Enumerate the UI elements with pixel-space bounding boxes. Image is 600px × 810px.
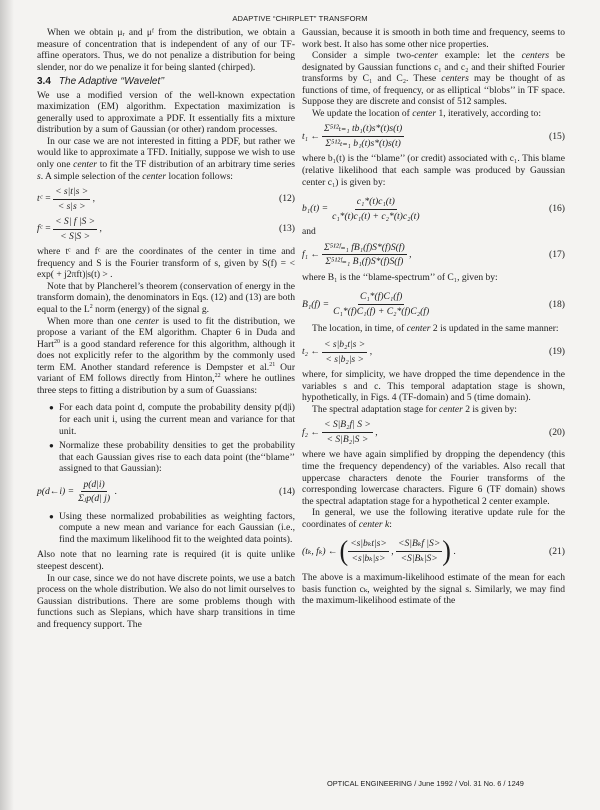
citation-ref: 21 [269, 361, 276, 368]
bullet-icon: ● [49, 403, 54, 413]
equation-18 [302, 291, 565, 317]
eq-lhs: b₁(t) = [302, 203, 329, 215]
equation-number: (12) [279, 193, 295, 205]
eq-fraction [396, 538, 442, 564]
eq-tail: . [112, 485, 117, 497]
paragraph: where, for simplicity, we have dropped the time dependence in the variables s and c. This temporal adaptation stage is shown, hypothetically, in Figs. 4 (TF-domain) and 5 (time domain). [302, 369, 565, 404]
eq-numerator: < s|t|s > [53, 186, 90, 200]
eq-lhs: B₁(f) = [302, 298, 330, 310]
eq-fraction [331, 291, 431, 317]
eq-lhs: f₁ ← [302, 249, 320, 261]
eq-numerator: c₁*(t)c₁(t) [355, 196, 397, 210]
text: 2 is updated in the same manner: [430, 323, 559, 335]
eq-fraction [76, 479, 112, 505]
right-column [302, 27, 565, 607]
text: In general, we use the following iterative update rule for the coordinates of [302, 507, 565, 530]
emph: center [142, 170, 167, 182]
eq-tail: , [406, 249, 412, 261]
eq-tail: , [372, 426, 378, 438]
text: 1, iteratively, according to: [436, 107, 541, 119]
paragraph [302, 50, 565, 108]
paragraph: where b₁(t) is the ‘‘blame’’ (or credit) associated with c₁. This blame (relative likelihood that each sample was produced by Gaussian center c₁) is given by: [302, 153, 565, 188]
eq-numerator: < S|B₂f| S > [322, 419, 373, 433]
eq-tail: , [367, 346, 373, 358]
text: The location, in time, of [312, 323, 407, 335]
right-paren: ) [442, 534, 451, 567]
equation-number: (14) [279, 485, 295, 497]
page-footer: OPTICAL ENGINEERING / June 1992 / Vol. 31 No. 6 / 1249 [327, 779, 524, 788]
section-heading [37, 76, 295, 88]
equation-21 [302, 534, 565, 567]
list-item-text: Normalize these probability densities to get the probability that each Gaussian gives rise to each data point (the‘‘blame’’ assigned to that Gaussian): [59, 440, 295, 475]
eq-fraction [322, 419, 373, 445]
equation-number: (15) [549, 130, 565, 142]
section-title: The Adaptive ‘‘Wavelet’’ [58, 76, 165, 88]
citation-ref: 20 [53, 338, 60, 345]
equation-number: (20) [549, 426, 565, 438]
eq-denominator: C₁*(f)C₁(f) + C₂*(f)C₂(f) [333, 305, 430, 317]
paragraph: where we have again simplified by dropping the dependency (this time the frequency dependency) of the variables. Also recall that uppercase characters denote the Fourier transforms of the corresponding lowercase characters. Figure 6 (TF domain) shows the spectral adaptation stage for a hypothetical 2 center example. [302, 449, 565, 507]
text: In our case we are not interested in fitting a PDF, but rather we would like to approximate a TFD. Initially, suppose we wish to use only one [37, 135, 295, 171]
eq-fraction [53, 186, 90, 212]
text: . A simple selection of the [40, 170, 143, 182]
eq-separator: , [388, 545, 397, 557]
equation-15 [302, 123, 565, 149]
emph: s [37, 170, 41, 182]
eq-tail: . [450, 545, 456, 557]
equation-20 [302, 419, 565, 445]
equation-19 [302, 339, 565, 365]
text: 2 is given by: [462, 403, 517, 415]
paragraph: Also note that no learning rate is required (it is quite unlike steepest descent). [37, 549, 295, 572]
section-number: 3.4 [37, 76, 51, 88]
eq-denominator: < S|B₂|S > [326, 433, 369, 445]
paragraph [302, 507, 565, 530]
eq-denominator: <s|bₖ|s> [351, 552, 386, 564]
eq-denominator: Σⱼp(d| j) [78, 493, 111, 505]
list-item-text: For each data point d, compute the probability density p(d|i) for each unit i, using the current mean and variance for that unit. [59, 402, 295, 437]
equation-13 [37, 216, 295, 242]
eq-denominator: < S|S > [60, 230, 91, 242]
eq-numerator: <s|bₖt|s> [348, 538, 389, 552]
eq-numerator: Σ⁵¹²ₜ₌₁ tb₁(t)s*(t)s(t) [322, 123, 404, 137]
paragraph [302, 108, 565, 120]
eq-tail: , [90, 193, 96, 205]
eq-lhs: f₂ ← [302, 426, 320, 438]
bullet-list [37, 402, 295, 474]
paragraph [37, 281, 295, 316]
eq-lhs: p(d←i) = [37, 485, 75, 497]
list-item [49, 440, 295, 475]
eq-fraction [322, 123, 404, 149]
eq-numerator: C₁*(f)C₁(f) [358, 291, 404, 305]
superscript: 2 [89, 304, 93, 311]
equation-number: (21) [549, 545, 565, 557]
equation-17 [302, 242, 565, 268]
emph: centers [521, 50, 550, 62]
emph: center k [358, 518, 390, 530]
text: where he outlines three steps to fitting a distribution by a sum of Guassians: [37, 373, 295, 396]
eq-lhs: t₂ ← [302, 346, 320, 358]
text: is a good standard reference for this algorithm, although it does not explicitly refer to the algorithm by the commonly used term EM. Another standard reference is Dempster et al. [37, 338, 295, 373]
eq-numerator: < S| f |S > [53, 216, 97, 230]
eq-lhs: t₁ ← [302, 130, 320, 142]
paragraph [37, 316, 295, 397]
equation-12 [37, 186, 295, 212]
paragraph: When we obtain μᵣ and μᶠ from the distribution, we obtain a measure of concentration that is independent of any of our TF-affine operators. Thus, we do not penalize a distribution for being slender, nor do we penalize it for being slanted (chirped). [37, 27, 295, 73]
text: may be thought of as functions of time, of frequency, or as elliptical ‘‘blobs’’ in TF space. Suppose they are discrete and consist of 512 samples. [302, 73, 565, 108]
text: When more than one [47, 315, 136, 327]
eq-fraction [322, 339, 367, 365]
eq-fraction [322, 242, 407, 268]
text: norm (energy) of the signal g. [92, 304, 209, 316]
eq-numerator: Σ⁵¹²ᶠ₌₁ fB₁(f)S*(f)S(f) [322, 242, 407, 256]
equation-number: (17) [549, 249, 565, 261]
text: The spectral adaptation stage for [312, 403, 439, 415]
equation-16 [302, 196, 565, 222]
eq-numerator: p(d|i) [81, 479, 106, 493]
eq-numerator: <S|Bₖf |S> [396, 538, 442, 552]
page-edge-shadow [0, 0, 14, 810]
paragraph: and [302, 226, 316, 238]
paragraph [302, 404, 565, 416]
equation-number: (19) [549, 346, 565, 358]
equation-14 [37, 479, 295, 505]
paragraph: The above is a maximum-likelihood estimate of the mean for each basis function cₖ, weighted by the signal s. Similarly, we may find the maximum-likelihood estimate of the [302, 572, 565, 607]
running-head: ADAPTIVE “CHIRPLET” TRANSFORM [232, 14, 368, 23]
eq-denominator: Σ⁵¹²ᶠ₌₁ B₁(f)S*(f)S(f) [325, 256, 404, 268]
text: Our variant of EM follows directly from Hinton, [37, 361, 296, 385]
eq-numerator: < s|b₂t|s > [322, 339, 367, 353]
bullet-icon: ● [49, 441, 54, 451]
paragraph [302, 323, 565, 335]
text: is used to fit the distribution, we propose a variant of the EM algorithm. Chapter 6 in Duda and Hart [37, 315, 295, 350]
eq-fraction [53, 216, 97, 242]
paragraph: In our case, since we do not have discrete points, we use a batch process on the whole distribution. We also do not limit ourselves to Gaussian distributions. There are some problems though with functions such as Slepians, which have sharp transitions in time and frequency support. The [37, 572, 295, 630]
paragraph: where B₁ is the ‘‘blame-spectrum’’ of C₁, given by: [302, 271, 498, 283]
left-paren: ( [339, 534, 349, 567]
eq-denominator: < s|s > [57, 200, 86, 212]
text: example: let the [438, 50, 522, 62]
eq-denominator: Σ⁵¹²ₜ₌₁ b₁(t)s*(t)s(t) [325, 137, 401, 149]
eq-denominator: c₁*(t)c₁(t) + c₂*(t)c₂(t) [332, 210, 420, 222]
text: be designated by Gaussian functions c₁ and c₂ and their shifted Fourier transforms by C₁ and C₂. These [302, 50, 565, 85]
list-item [49, 511, 295, 546]
eq-fraction [330, 196, 421, 222]
list-item [49, 402, 295, 437]
paragraph: Gaussian, because it is smooth in both time and frequency, seems to work best. It also has some other nice properties. [302, 27, 565, 50]
emph: center [438, 403, 463, 415]
list-item-text: Using these normalized probabilities as weighting factors, compute a new mean and variance for each Gaussian (i.e., find the maximum likelihood fit to the weighted data points). [59, 510, 295, 545]
eq-lhs: (tₖ, fₖ) ← [302, 545, 338, 557]
emph: center [414, 50, 439, 62]
eq-fraction [348, 538, 389, 564]
text: Consider a simple two- [312, 50, 415, 62]
bullet-list [37, 511, 295, 546]
left-column [37, 27, 295, 630]
text: Note that by Plancherel’s theorem (conservation of energy in the transform domain), the denominators in Eqs. (12) and (13) are both equal to the L [37, 280, 295, 316]
eq-denominator: < s|b₂|s > [325, 353, 364, 365]
text: location follows: [166, 170, 233, 182]
paragraph: We use a modified version of the well-known expectation maximization (EM) algorithm. Expectation maximization is generally used to approximate a PDF. It essentially fits a mixture distribution by a sum of Gaussian (or other) random processes. [37, 89, 295, 136]
eq-denominator: <S|Bₖ|S> [400, 552, 438, 564]
text: to fit the TF distribution of an arbitrary time series [97, 159, 295, 171]
emph: center [135, 315, 159, 327]
text: : [389, 518, 392, 530]
equation-number: (16) [549, 203, 565, 215]
paragraph: where tᶜ and fᶜ are the coordinates of the center in time and frequency and S is the Fourier transform of s, given by S(f) = < exp( + j2πft)|s(t) > . [37, 246, 295, 281]
emph: center [412, 107, 437, 119]
paragraph [37, 136, 295, 182]
emph: centers [441, 73, 469, 85]
eq-lhs: fᶜ = [37, 223, 52, 235]
text: We update the location of [312, 107, 413, 119]
bullet-icon: ● [49, 511, 54, 521]
citation-ref: 22 [214, 373, 221, 380]
equation-number: (18) [549, 298, 565, 310]
eq-lhs: tᶜ = [37, 193, 52, 205]
eq-tail: , [97, 223, 102, 235]
emph: center [406, 323, 431, 335]
equation-number: (13) [279, 223, 295, 235]
emph: center [73, 159, 97, 171]
